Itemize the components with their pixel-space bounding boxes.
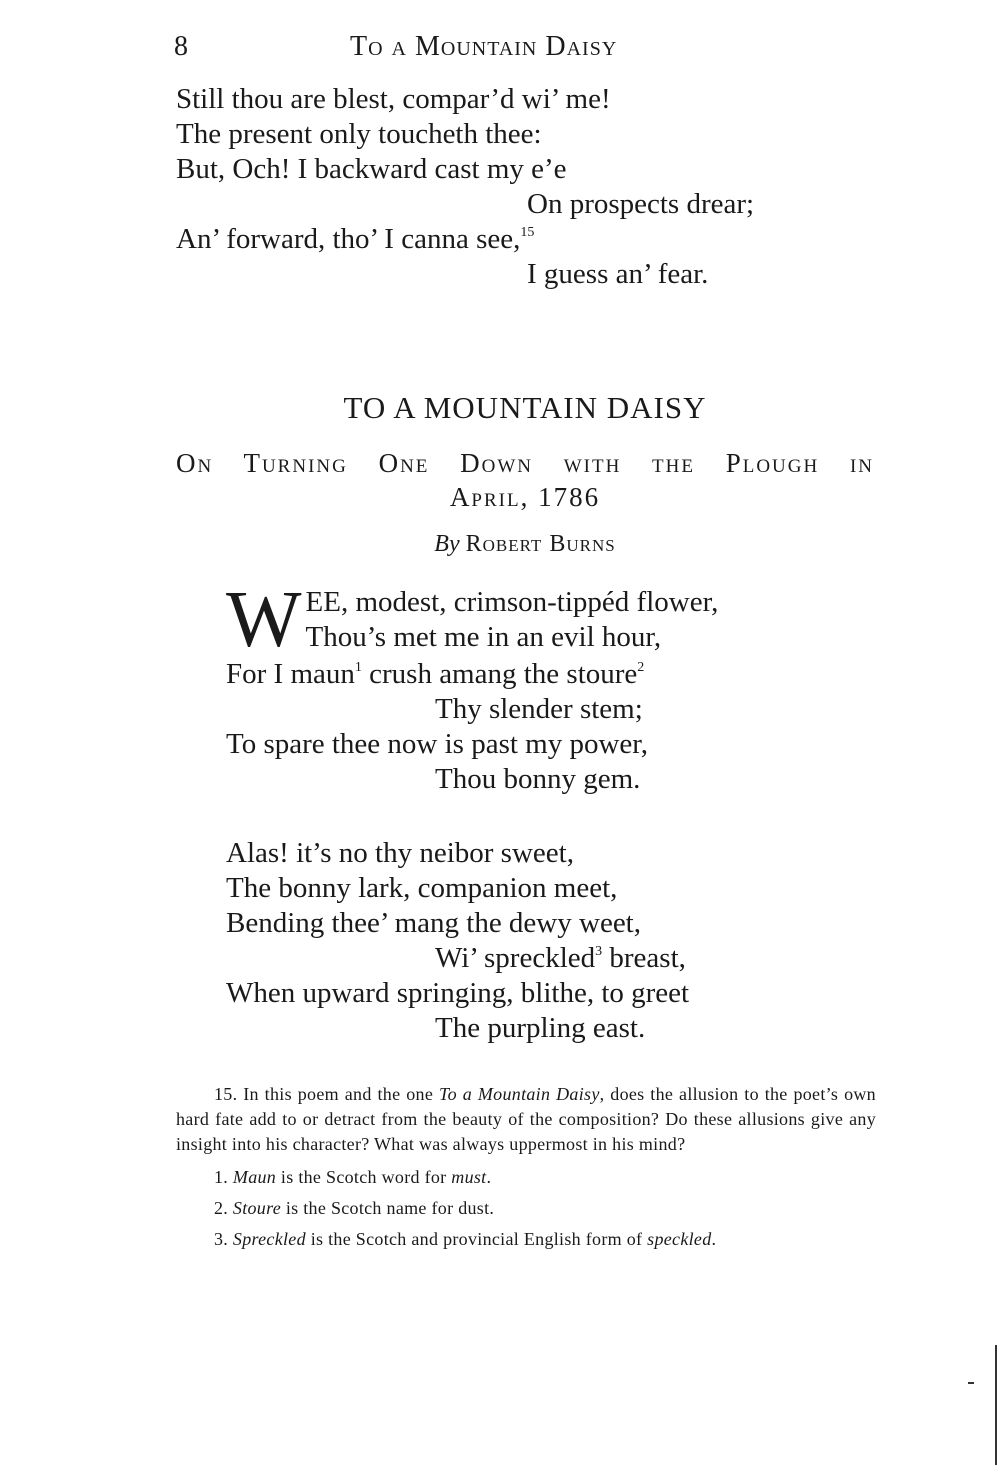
running-head: To a Mountain Daisy bbox=[350, 31, 618, 62]
verse-line: Thou’s met me in an evil hour, bbox=[305, 621, 662, 653]
verse-line: Alas! it’s no thy neibor sweet, bbox=[226, 837, 574, 869]
poem-title: TO A MOUNTAIN DAISY bbox=[343, 390, 707, 425]
verse-line-text: breast, bbox=[602, 942, 686, 974]
verse-line: Thy slender stem; bbox=[435, 693, 643, 725]
verse-line bbox=[226, 941, 689, 976]
subtitle-line: On Turning One Down with the Plough in bbox=[176, 448, 874, 478]
footnote-italic: Spreckled bbox=[232, 1229, 306, 1249]
verse-line bbox=[176, 222, 754, 257]
verse-line: Still thou are blest, compar’d wi’ me! bbox=[176, 83, 611, 115]
verse-line bbox=[226, 657, 648, 692]
footnotes bbox=[176, 1082, 876, 1258]
verse-line: The bonny lark, companion meet, bbox=[226, 872, 618, 904]
footnote-text: . bbox=[711, 1229, 717, 1249]
footnote-text: . bbox=[486, 1167, 492, 1187]
scan-edge-mark bbox=[968, 1382, 974, 1384]
verse-line-text: Wi’ spreckled bbox=[435, 942, 596, 974]
previous-poem-stanza bbox=[176, 82, 754, 292]
footnote-ref: 2 bbox=[637, 660, 645, 675]
verse-line-text: For I maun bbox=[226, 658, 355, 690]
page-number: 8 bbox=[174, 31, 188, 62]
verse-line: To spare thee now is past my power, bbox=[226, 728, 649, 760]
byline bbox=[0, 528, 1000, 560]
footnote-ref: 15 bbox=[520, 225, 535, 240]
drop-cap: W bbox=[226, 576, 302, 664]
footnote-15 bbox=[176, 1082, 876, 1157]
verse-line: I guess an’ fear. bbox=[527, 258, 709, 290]
stanza-1 bbox=[226, 576, 719, 797]
footnote-italic: To a Mountain Daisy bbox=[438, 1084, 600, 1104]
footnote-text: is the Scotch word for bbox=[276, 1167, 452, 1187]
footnote-text: is the Scotch name for dust. bbox=[281, 1198, 495, 1218]
footnote-number: 1. bbox=[214, 1167, 233, 1187]
verse-line-text: An’ forward, tho’ I canna see, bbox=[176, 223, 521, 255]
scan-edge-mark bbox=[995, 1345, 997, 1465]
verse-line: When upward springing, blithe, to greet bbox=[226, 977, 690, 1009]
footnote-text: 15. In this poem and the one bbox=[214, 1084, 439, 1104]
footnote-ref: 1 bbox=[354, 660, 362, 675]
footnote-number: 3. bbox=[214, 1229, 233, 1249]
footnote-italic: speckled bbox=[647, 1229, 712, 1249]
verse-line-text: crush amang the stoure bbox=[361, 658, 638, 690]
verse-line: The purpling east. bbox=[435, 1012, 646, 1044]
stanza-2 bbox=[226, 836, 689, 1046]
verse-line: Thou bonny gem. bbox=[435, 763, 641, 795]
footnote-italic: Stoure bbox=[232, 1198, 282, 1218]
footnote-italic: must bbox=[451, 1167, 487, 1187]
poem-subtitle bbox=[176, 446, 874, 514]
byline-by: By bbox=[434, 531, 460, 557]
footnote-2 bbox=[176, 1196, 876, 1221]
author-name: Robert Burns bbox=[465, 531, 616, 557]
subtitle-line: April, 1786 bbox=[449, 482, 601, 512]
footnote-number: 2. bbox=[214, 1198, 233, 1218]
verse-line: Bending thee’ mang the dewy weet, bbox=[226, 907, 641, 939]
footnote-text: , does the allusion to the poet’s own hard fate add to or detract from the beauty of the composition? Do these allusions give any insight into his character? What was always uppermost in his mind? bbox=[176, 1084, 876, 1154]
footnote-italic: Maun bbox=[232, 1167, 277, 1187]
verse-line: But, Och! I backward cast my e’e bbox=[176, 153, 567, 185]
footnote-3 bbox=[176, 1227, 876, 1252]
verse-line: EE, modest, crimson-tippéd flower, bbox=[305, 586, 719, 618]
footnote-text: is the Scotch and provincial English form of bbox=[305, 1229, 648, 1249]
verse-line: The present only toucheth thee: bbox=[176, 118, 542, 150]
footnote-ref: 3 bbox=[595, 944, 603, 959]
verse-line: On prospects drear; bbox=[527, 188, 755, 220]
footnote-1 bbox=[176, 1165, 876, 1190]
